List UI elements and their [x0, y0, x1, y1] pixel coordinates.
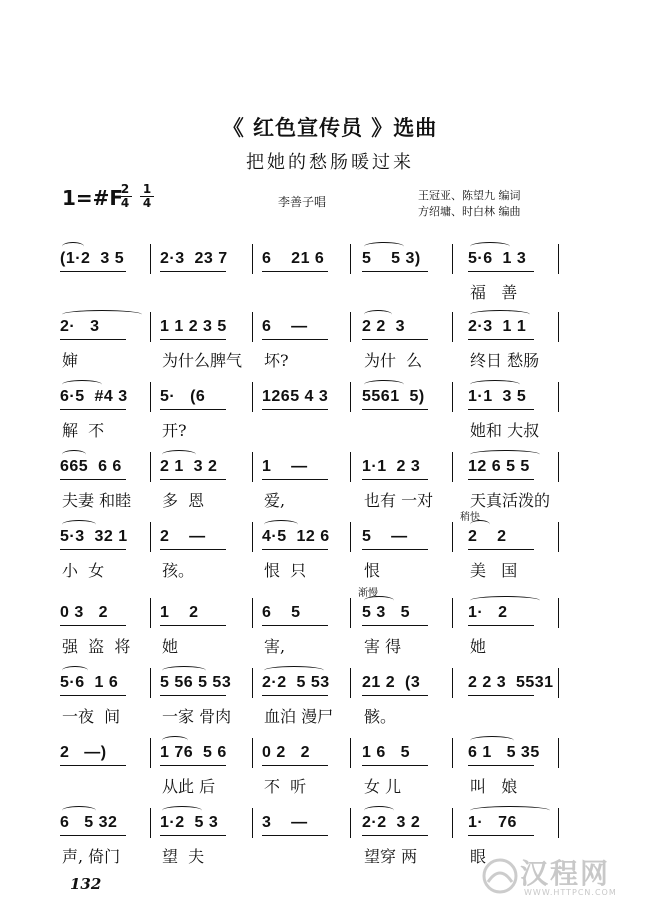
measure-notes: 6 5 — [262, 604, 301, 621]
beam-underline — [362, 479, 428, 480]
bar-line — [350, 808, 351, 838]
beam-underline — [362, 339, 428, 340]
beam-underline — [362, 835, 428, 836]
bar-line — [350, 522, 351, 552]
slur — [470, 596, 540, 605]
measure-notes: 1· 76 — [468, 814, 517, 831]
music-credit: 方绍墉、时白林 编曲 — [418, 205, 521, 218]
page-number: 132 — [70, 875, 102, 893]
singer-credit: 李善子唱 — [278, 195, 327, 209]
bar-line — [150, 808, 151, 838]
slur — [62, 520, 96, 529]
bar-line — [252, 808, 253, 838]
slur — [470, 310, 530, 319]
measure-notes: 2 1 3 2 — [160, 458, 218, 475]
slur — [62, 380, 102, 389]
lyric-text: 也有 一对 — [364, 491, 434, 510]
beam-underline — [262, 549, 328, 550]
bar-line — [252, 312, 253, 342]
song-subtitle: 把她的愁肠暖过来 — [246, 152, 414, 173]
beam-underline — [362, 765, 428, 766]
beam-underline — [262, 409, 328, 410]
beam-underline — [60, 625, 126, 626]
lyric-text: 孩。 — [162, 561, 195, 580]
beam-underline — [468, 271, 534, 272]
meter-b-top: 1 — [142, 182, 152, 196]
measure-notes: 1·2 5 3 — [160, 814, 219, 831]
measure-notes: 2 2 3 — [362, 318, 406, 335]
lyric-text: 一家 骨肉 — [162, 707, 232, 726]
watermark-text: 汉程网 — [520, 857, 611, 890]
bar-line — [558, 452, 559, 482]
lyric-text: 她 — [162, 637, 179, 656]
bar-line — [558, 312, 559, 342]
bar-line — [252, 452, 253, 482]
beam-underline — [160, 549, 226, 550]
slur — [162, 806, 202, 815]
bar-line — [252, 522, 253, 552]
measure-notes: 2·3 23 7 — [160, 250, 228, 267]
beam-underline — [262, 625, 328, 626]
measure-notes: (1·2 3 5 — [60, 250, 125, 267]
beam-underline — [362, 271, 428, 272]
bar-line — [350, 452, 351, 482]
measure-notes: 2·2 3 2 — [362, 814, 421, 831]
bar-line — [150, 452, 151, 482]
bar-line — [452, 738, 453, 768]
slur — [364, 310, 392, 319]
bar-line — [252, 738, 253, 768]
slur — [470, 806, 550, 815]
bar-line — [558, 598, 559, 628]
bar-line — [252, 244, 253, 274]
bar-line — [452, 668, 453, 698]
measure-notes: 1·1 2 3 — [362, 458, 421, 475]
measure-notes: 4·5 12 6 — [262, 528, 330, 545]
beam-underline — [468, 479, 534, 480]
slur — [470, 736, 514, 745]
bar-line — [252, 382, 253, 412]
lyric-text: 血泊 漫尸 — [264, 707, 334, 726]
beam-underline — [468, 549, 534, 550]
beam-underline — [60, 835, 126, 836]
lyric-text: 为什 么 — [364, 351, 423, 370]
lyric-text: 夫妻 和睦 — [62, 491, 132, 510]
beam-underline — [60, 409, 126, 410]
slur — [162, 450, 196, 459]
bar-line — [452, 312, 453, 342]
beam-underline — [362, 695, 428, 696]
beam-underline — [262, 339, 328, 340]
beam-underline — [160, 409, 226, 410]
beam-underline — [60, 271, 126, 272]
lyric-text: 骸。 — [364, 707, 397, 726]
beam-underline — [468, 625, 534, 626]
key-signature: 1=#F — [62, 186, 124, 210]
bar-line — [452, 244, 453, 274]
lyric-text: 解 不 — [62, 421, 105, 440]
measure-notes: 6 — — [262, 318, 308, 335]
beam-underline — [468, 339, 534, 340]
bar-line — [558, 382, 559, 412]
measure-notes: 665 6 6 — [60, 458, 122, 475]
measure-notes: 1265 4 3 — [262, 388, 329, 405]
measure-notes: 2 —) — [60, 744, 107, 761]
measure-notes: 1· 2 — [468, 604, 508, 621]
measure-notes: 5 3 5 — [362, 604, 410, 621]
lyric-text: 婶 — [62, 351, 79, 370]
meter-a-bottom: 4 — [118, 196, 132, 210]
bar-line — [452, 452, 453, 482]
bar-line — [558, 522, 559, 552]
slur — [62, 806, 96, 815]
beam-underline — [160, 695, 226, 696]
bar-line — [150, 598, 151, 628]
time-signature-a — [118, 183, 132, 210]
watermark — [480, 852, 640, 902]
beam-underline — [262, 695, 328, 696]
bar-line — [558, 244, 559, 274]
lyric-text: 福 善 — [470, 283, 518, 302]
watermark-logo-icon — [480, 856, 520, 896]
beam-underline — [468, 835, 534, 836]
lyric-text: 声, 倚门 — [62, 847, 121, 866]
beam-underline — [362, 625, 428, 626]
beam-underline — [60, 339, 126, 340]
lyric-text: 为什么脾气 — [162, 351, 243, 370]
measure-notes: 2 2 — [468, 528, 507, 545]
slur — [470, 450, 540, 459]
bar-line — [350, 382, 351, 412]
slur — [62, 666, 88, 675]
beam-underline — [60, 479, 126, 480]
measure-notes: 12 6 5 5 — [468, 458, 530, 475]
measure-notes: 1 76 5 6 — [160, 744, 227, 761]
measure-notes: 1·1 3 5 — [468, 388, 527, 405]
watermark-url: WWW.HTTPCN.COM — [524, 888, 617, 897]
bar-line — [150, 668, 151, 698]
beam-underline — [468, 409, 534, 410]
lyric-text: 小 女 — [62, 561, 105, 580]
meter-b-bottom: 4 — [140, 196, 154, 210]
bar-line — [452, 808, 453, 838]
lyric-text: 眼 — [470, 847, 487, 866]
slur — [62, 310, 142, 319]
measure-notes: 1 — — [262, 458, 308, 475]
beam-underline — [362, 409, 428, 410]
measure-notes: 5·6 1 3 — [468, 250, 527, 267]
beam-underline — [160, 835, 226, 836]
slur — [62, 242, 84, 251]
beam-underline — [468, 765, 534, 766]
bar-line — [558, 808, 559, 838]
beam-underline — [60, 765, 126, 766]
credits — [418, 188, 521, 220]
lyric-text: 多 恩 — [162, 491, 205, 510]
lyric-text: 恨 只 — [264, 561, 307, 580]
bar-line — [558, 668, 559, 698]
bar-line — [452, 522, 453, 552]
beam-underline — [60, 549, 126, 550]
bar-line — [150, 738, 151, 768]
beam-underline — [468, 695, 534, 696]
beam-underline — [160, 339, 226, 340]
lyric-text: 美 国 — [470, 561, 518, 580]
measure-notes: 21 2 (3 — [362, 674, 421, 691]
lyric-text: 强 盗 将 — [62, 637, 131, 656]
measure-notes: 2 — — [160, 528, 206, 545]
slur — [62, 450, 86, 459]
measure-notes: 6 1 5 35 — [468, 744, 540, 761]
slur — [364, 242, 404, 251]
meter-a-top: 2 — [120, 182, 130, 196]
lyric-text: 害, — [264, 637, 286, 656]
measure-notes: 1 2 — [160, 604, 199, 621]
measure-notes: 5·6 1 6 — [60, 674, 119, 691]
measure-notes: 2 2 3 5531 — [468, 674, 554, 691]
measure-notes: 5 56 5 53 — [160, 674, 232, 691]
measure-notes: 2·2 5 53 — [262, 674, 330, 691]
lyric-text: 终日 愁肠 — [470, 351, 540, 370]
bar-line — [350, 244, 351, 274]
slur — [264, 520, 298, 529]
slur — [264, 666, 324, 675]
measure-notes: 5·3 32 1 — [60, 528, 128, 545]
tempo-mark: 渐慢 — [358, 588, 378, 599]
lyric-text: 从此 后 — [162, 777, 216, 796]
time-signature-b — [140, 183, 154, 210]
bar-line — [350, 668, 351, 698]
beam-underline — [262, 835, 328, 836]
lyric-text: 叫 娘 — [470, 777, 518, 796]
beam-underline — [160, 479, 226, 480]
bar-line — [150, 244, 151, 274]
lyric-text: 坏? — [264, 351, 289, 370]
beam-underline — [160, 271, 226, 272]
lyric-text: 不 听 — [264, 777, 307, 796]
measure-notes: 6 5 32 — [60, 814, 118, 831]
bar-line — [150, 522, 151, 552]
beam-underline — [160, 625, 226, 626]
beam-underline — [262, 479, 328, 480]
lyrics-credit: 王冠亚、陈望九 编词 — [418, 189, 521, 202]
beam-underline — [160, 765, 226, 766]
beam-underline — [262, 271, 328, 272]
bar-line — [350, 738, 351, 768]
lyric-text: 害 得 — [364, 637, 402, 656]
slur — [364, 806, 394, 815]
slur — [364, 380, 404, 389]
bar-line — [350, 312, 351, 342]
slur — [162, 736, 188, 745]
measure-notes: 5· (6 — [160, 388, 206, 405]
lyric-text: 望 夫 — [162, 847, 205, 866]
bar-line — [452, 598, 453, 628]
measure-notes: 5561 5) — [362, 388, 425, 405]
lyric-text: 望穿 两 — [364, 847, 418, 866]
measure-notes: 5 5 3) — [362, 250, 421, 267]
measure-notes: 0 3 2 — [60, 604, 108, 621]
bar-line — [452, 382, 453, 412]
lyric-text: 天真活泼的 — [470, 491, 551, 510]
bar-line — [252, 668, 253, 698]
tempo-mark: 稍快 — [460, 512, 480, 523]
lyric-text: 她和 大叔 — [470, 421, 540, 440]
slur — [470, 242, 510, 251]
lyric-text: 她 — [470, 637, 487, 656]
measure-notes: 0 2 2 — [262, 744, 310, 761]
measure-notes: 5 — — [362, 528, 408, 545]
beam-underline — [262, 765, 328, 766]
bar-line — [350, 598, 351, 628]
score-row — [0, 514, 660, 600]
measure-notes: 3 — — [262, 814, 308, 831]
measure-notes: 6·5 #4 3 — [60, 388, 128, 405]
measure-notes: 1 6 5 — [362, 744, 410, 761]
bar-line — [252, 598, 253, 628]
slur — [162, 666, 206, 675]
slur — [470, 380, 520, 389]
measure-notes: 6 21 6 — [262, 250, 325, 267]
lyric-text: 女 儿 — [364, 777, 402, 796]
bar-line — [150, 312, 151, 342]
lyric-text: 一夜 间 — [62, 707, 121, 726]
bar-line — [150, 382, 151, 412]
lyric-text: 开? — [162, 421, 187, 440]
lyric-text: 爱, — [264, 491, 286, 510]
bar-line — [558, 738, 559, 768]
page-title: 《 红色宣传员 》选曲 — [222, 116, 438, 140]
beam-underline — [60, 695, 126, 696]
measure-notes: 2· 3 — [60, 318, 100, 335]
beam-underline — [362, 549, 428, 550]
lyric-text: 恨 — [364, 561, 381, 580]
measure-notes: 1 1 2 3 5 — [160, 318, 227, 335]
measure-notes: 2·3 1 1 — [468, 318, 527, 335]
